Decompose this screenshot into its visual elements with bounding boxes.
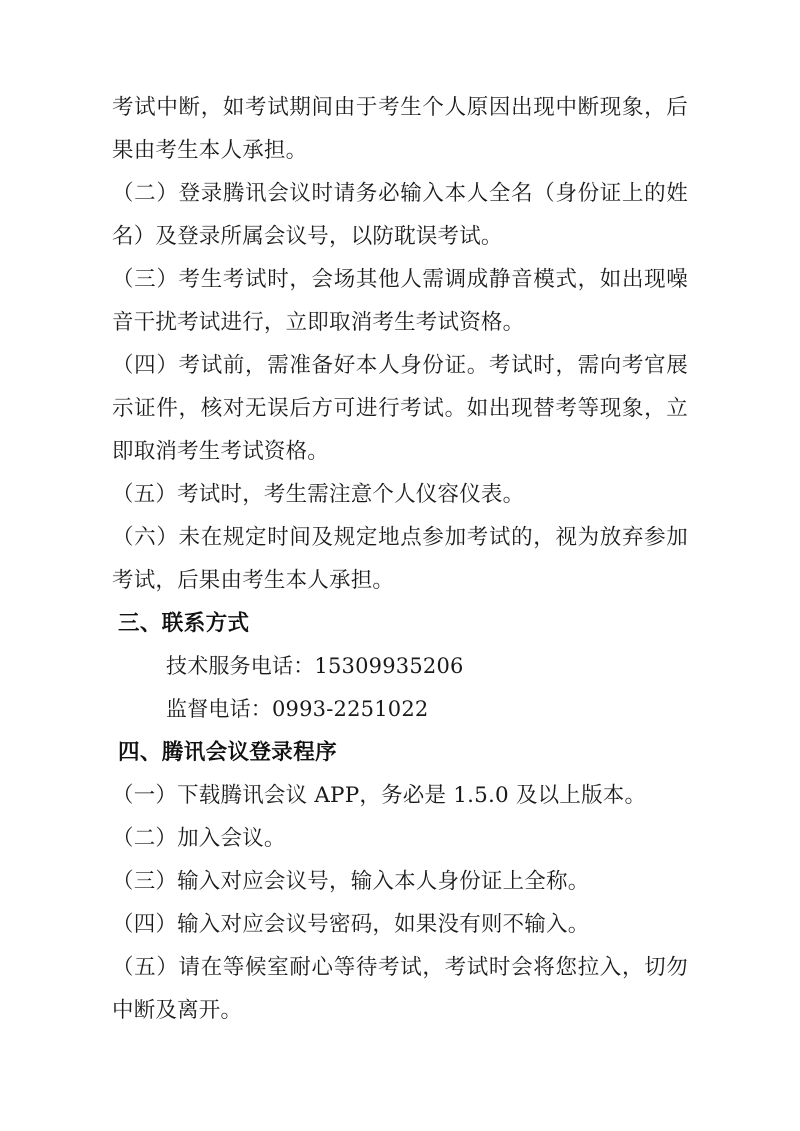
step-item-1: （一）下载腾讯会议 APP，务必是 1.5.0 及以上版本。 bbox=[112, 783, 647, 808]
paragraph-continuation: 考试中断，如考试期间由于考生个人原因出现中断现象，后果由考生本人承担。 bbox=[112, 95, 688, 163]
step-item-3: （三）输入对应会议号，输入本人身份证上全称。 bbox=[112, 869, 590, 894]
paragraph-item-2: （二）登录腾讯会议时请务必输入本人全名（身份证上的姓名）及登录所属会议号，以防耽误考试。 bbox=[112, 181, 688, 249]
document-body bbox=[112, 86, 688, 1032]
paragraph-item-4: （四）考试前，需准备好本人身份证。考试时，需向考官展示证件，核对无误后方可进行考试。如出现替考等现象，立即取消考生考试资格。 bbox=[112, 353, 688, 464]
paragraph-item-6: （六）未在规定时间及规定地点参加考试的，视为放弃参加考试，后果由考生本人承担。 bbox=[112, 525, 688, 593]
step-item-4: （四）输入对应会议号密码，如果没有则不输入。 bbox=[112, 912, 590, 937]
contact-supervision: 监督电话：0993-2251022 bbox=[166, 697, 429, 721]
step-item-2: （二）加入会议。 bbox=[112, 826, 286, 851]
section-heading-login-procedure: 四、腾讯会议登录程序 bbox=[118, 740, 338, 765]
step-item-5: （五）请在等候室耐心等待考试，考试时会将您拉入，切勿中断及离开。 bbox=[112, 955, 688, 1023]
paragraph-item-5: （五）考试时，考生需注意个人仪容仪表。 bbox=[112, 482, 525, 507]
contact-tech-support: 技术服务电话：15309935206 bbox=[166, 654, 464, 678]
paragraph-item-3: （三）考生考试时，会场其他人需调成静音模式，如出现噪音干扰考试进行，立即取消考生考试资格。 bbox=[112, 267, 688, 335]
section-heading-contact: 三、联系方式 bbox=[118, 611, 250, 636]
